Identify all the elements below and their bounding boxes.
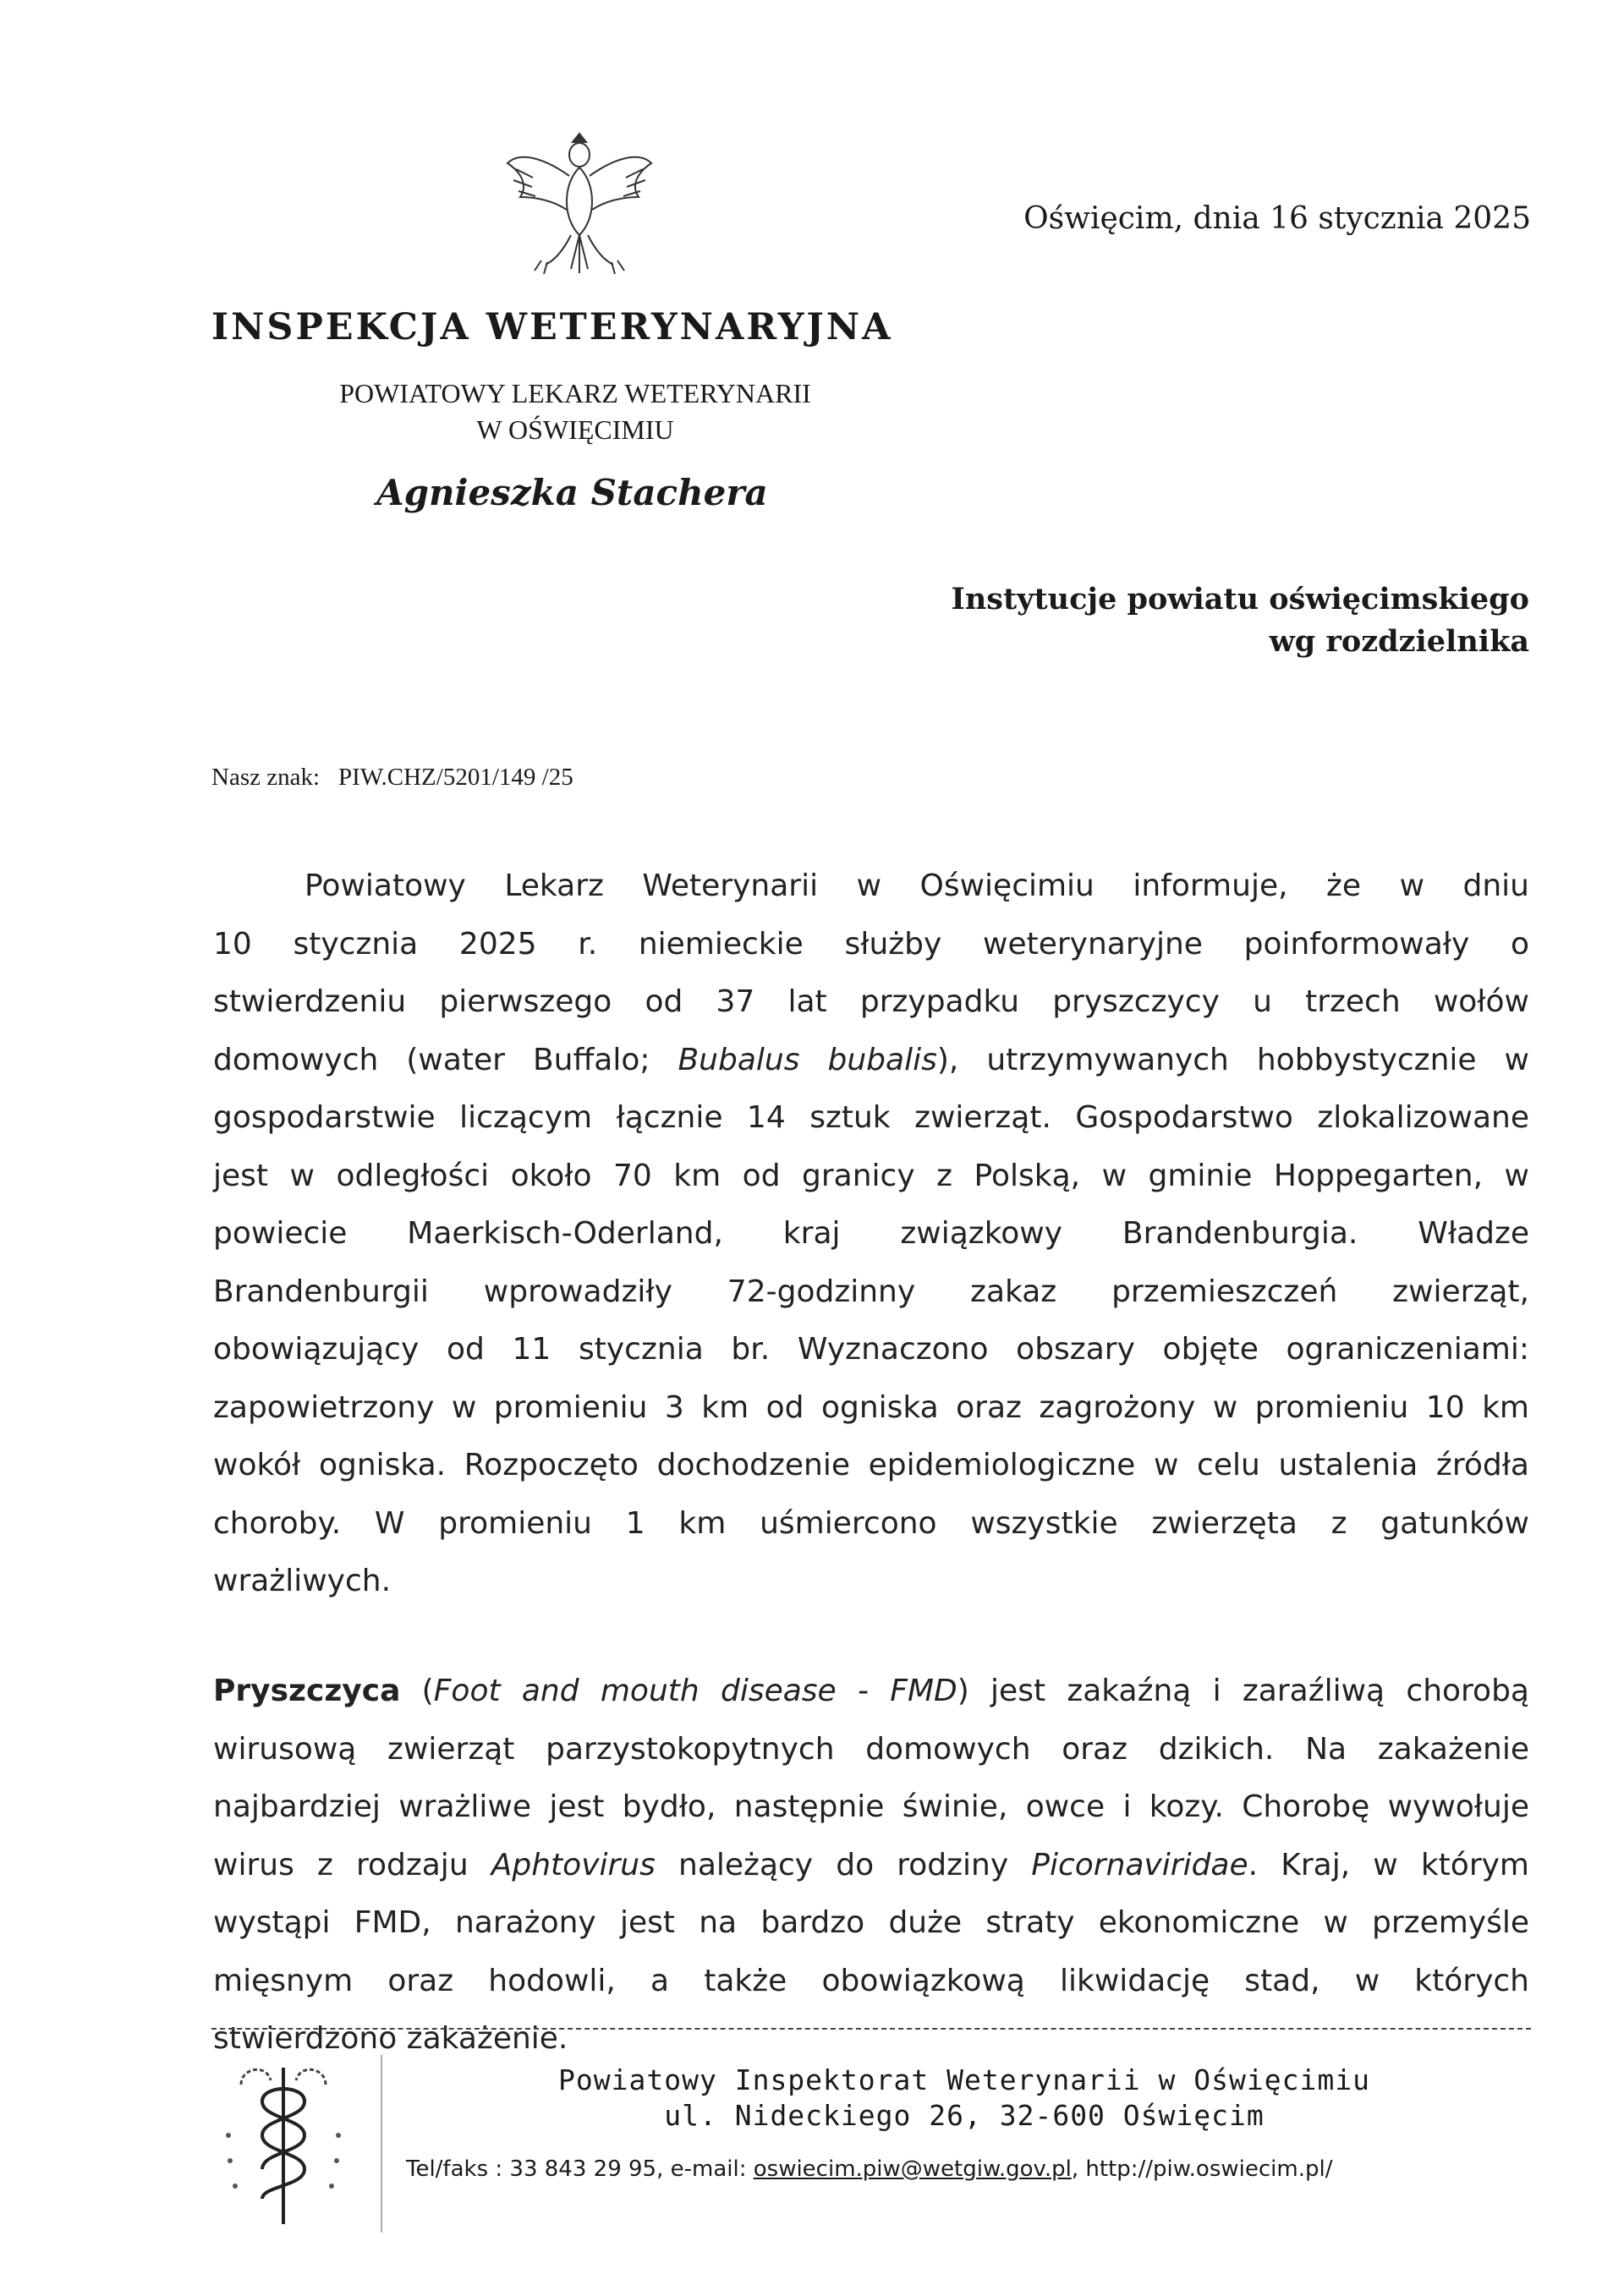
disease-term: Pryszczyca (213, 1674, 401, 1708)
paragraph-line: wystąpi FMD, narażony jest na bardzo duże straty ekonomiczne w przemyśle (213, 1905, 1529, 1940)
text-segment: ) jest zakaźną i zaraźliwą chorobą (957, 1674, 1529, 1708)
text-segment: domowych (water Buffalo; (213, 1042, 678, 1077)
paragraph-line: 10 stycznia 2025 r. niemieckie służby weterynaryjne poinformowały o (213, 926, 1529, 962)
paragraph-line: zapowietrzony w promieniu 3 km od ogniska oraz zagrożony w promieniu 10 km (213, 1389, 1529, 1425)
office-title-line2: W OŚWIĘCIMIU (476, 414, 674, 445)
paragraph-line: Brandenburgii wprowadziły 72-godzinny zakaz przemieszczeń zwierząt, (213, 1274, 1529, 1309)
organization-name: INSPEKCJA WETERYNARYJNA (211, 306, 893, 348)
paragraph-line (213, 1663, 1529, 1721)
text-segment: . Kraj, w którym (1248, 1847, 1529, 1882)
text-segment: należący do rodziny (655, 1847, 1032, 1882)
office-title-line1: POWIATOWY LEKARZ WETERYNARII (339, 378, 811, 408)
species-name: Bubalus bubalis (678, 1042, 937, 1077)
paragraph-line: wokół ogniska. Rozpoczęto dochodzenie epidemiologiczne w celu ustalenia źródła (213, 1448, 1529, 1482)
reference-number (211, 764, 573, 792)
paragraph-line: mięsnym oraz hodowli, a także obowiązkową likwidację stad, w których (213, 1963, 1529, 1998)
paragraph-outbreak-info (213, 858, 1529, 1611)
footer-vertical-divider (381, 2055, 382, 2233)
paragraph-fmd-description (213, 1663, 1529, 2069)
disease-term-english: Foot and mouth disease - FMD (433, 1674, 957, 1708)
paragraph-line: gospodarstwie liczącym łącznie 14 sztuk zwierząt. Gospodarstwo zlokalizowane (213, 1100, 1529, 1135)
recipient-line1: Instytucje powiatu oświęcimskiego (951, 582, 1529, 616)
paragraph-line: stwierdzono zakażenie. (213, 2021, 568, 2056)
family-name: Picornaviridae (1031, 1847, 1248, 1882)
caduceus-icon (211, 2051, 355, 2237)
contact-email-link[interactable]: oswiecim.piw@wetgiw.gov.pl (753, 2156, 1072, 2182)
paragraph-line: wirusową zwierząt parzystokopytnych domowych oraz dzikich. Na zakażenie (213, 1731, 1529, 1767)
paragraph-line: najbardziej wrażliwe jest bydło, następnie świnie, owce i kozy. Chorobę wywołuje (213, 1789, 1529, 1824)
footer-divider (211, 2028, 1531, 2030)
paragraph-line: obowiązujący od 11 stycznia br. Wyznaczono obszary objęte ograniczeniami: (213, 1332, 1529, 1367)
genus-name: Aphtovirus (491, 1847, 656, 1882)
paragraph-line: choroby. W promieniu 1 km uśmiercono wszystkie zwierzęta z gatunków (213, 1505, 1529, 1541)
text-segment: ( (400, 1674, 434, 1708)
text-segment: ), utrzymywanych hobbystycznie w (936, 1042, 1529, 1077)
polish-eagle-emblem-icon (495, 117, 664, 286)
contact-phone: Tel/faks : 33 843 29 95, e-mail: (406, 2156, 754, 2182)
paragraph-line: jest w odległości około 70 km od granicy z Polską, w gminie Hoppegarten, w (213, 1158, 1529, 1193)
reference-label: Nasz znak: (211, 764, 321, 791)
footer-contact (406, 2156, 1332, 2182)
letter-date: Oświęcim, dnia 16 stycznia 2025 (1023, 201, 1531, 236)
recipient-line2: wg rozdzielnika (1269, 624, 1529, 659)
paragraph-line (213, 1032, 1529, 1090)
paragraph-line: powiecie Maerkisch-Oderland, kraj związkowy Brandenburgia. Władze (213, 1216, 1529, 1251)
text-segment: wirus z rodzaju (213, 1847, 491, 1882)
signatory-name: Agnieszka Stachera (376, 472, 768, 513)
paragraph-line: Powiatowy Lekarz Weterynarii w Oświęcimiu informuje, że w dniu (304, 869, 1529, 903)
reference-value: PIW.CHZ/5201/149 /25 (338, 764, 573, 791)
footer-institution: Powiatowy Inspektorat Weterynarii w Oświęcimiu (558, 2063, 1370, 2096)
contact-website[interactable]: , http://piw.oswiecim.pl/ (1071, 2156, 1333, 2182)
footer-address: ul. Nideckiego 26, 32-600 Oświęcim (664, 2099, 1265, 2132)
paragraph-line: stwierdzeniu pierwszego od 37 lat przypadku pryszczycy u trzech wołów (213, 984, 1529, 1019)
paragraph-line (213, 1837, 1529, 1895)
paragraph-line: wrażliwych. (213, 1564, 392, 1598)
